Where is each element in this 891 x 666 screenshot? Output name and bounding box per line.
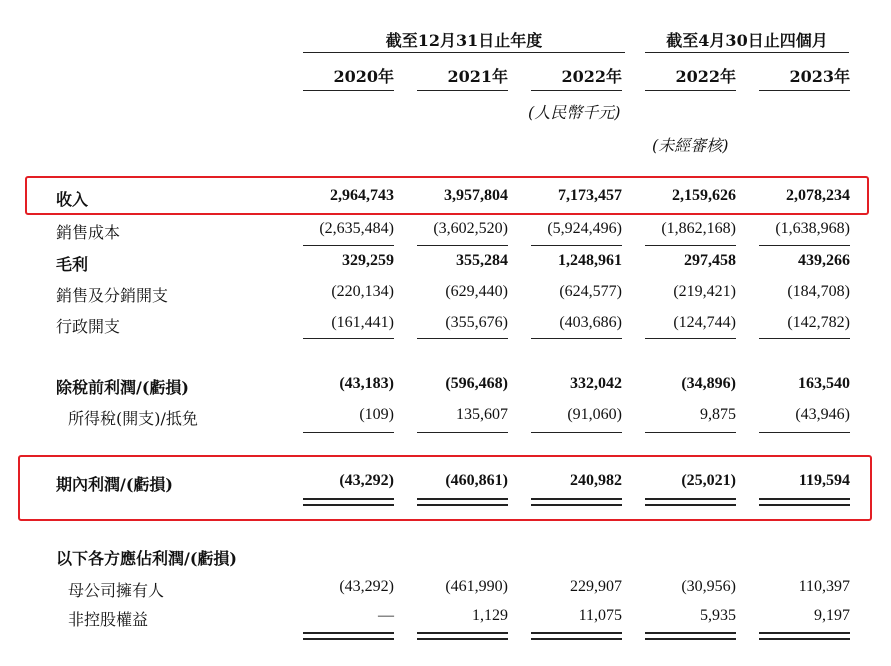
cell-admin-expenses-2021: (355,676) (445, 314, 508, 331)
subtotal-rule (303, 432, 394, 433)
cell-owners-2022: 229,907 (570, 578, 622, 595)
subtotal-rule (303, 338, 394, 339)
cell-income-tax-2020: (109) (359, 406, 394, 423)
subtotal-rule (417, 245, 508, 246)
cell-nci-2022-4m: 5,935 (700, 607, 736, 624)
cell-admin-expenses-2022: (403,686) (559, 314, 622, 331)
unit-note: (人民幣千元) (528, 103, 621, 122)
cell-profit-before-tax-2021: (596,468) (445, 375, 508, 392)
cell-nci-2022: 11,075 (578, 607, 622, 624)
cell-income-tax-2022-4m: 9,875 (700, 406, 736, 423)
year-rule (645, 90, 736, 91)
cell-admin-expenses-2020: (161,441) (331, 314, 394, 331)
row-label-profit-before-tax: 除稅前利潤/(虧損) (56, 378, 189, 397)
cell-revenue-2020: 2,964,743 (330, 187, 394, 204)
subtotal-rule (645, 432, 736, 433)
cell-owners-2023-4m: 110,397 (798, 578, 850, 595)
cell-nci-2020: — (378, 607, 394, 624)
cell-nci-2021: 1,129 (472, 607, 508, 624)
total-double-rule (645, 632, 736, 640)
cell-selling-expenses-2021: (629,440) (445, 283, 508, 300)
subtotal-rule (531, 245, 622, 246)
cell-owners-2021: (461,990) (445, 578, 508, 595)
cell-gross-profit-2020: 329,259 (342, 252, 394, 269)
cell-profit-for-period-2022: 240,982 (570, 472, 622, 489)
cell-profit-for-period-2021: (460,861) (445, 472, 508, 489)
cell-revenue-2021: 3,957,804 (444, 187, 508, 204)
year-header-2021: 2021年 (447, 67, 508, 86)
total-double-rule (417, 632, 508, 640)
cell-cost-of-sales-2022-4m: (1,862,168) (661, 220, 736, 237)
year-header-2023: 2023年 (789, 67, 850, 86)
header-group-four-months-rule (645, 52, 849, 53)
cell-revenue-2022: 7,173,457 (558, 187, 622, 204)
total-double-rule (645, 498, 736, 506)
row-label-owners-of-parent: 母公司擁有人 (68, 581, 165, 600)
row-label-cost-of-sales: 銷售成本 (56, 223, 121, 242)
total-double-rule (303, 498, 394, 506)
cell-revenue-2023-4m: 2,078,234 (786, 187, 850, 204)
cell-cost-of-sales-2023-4m: (1,638,968) (775, 220, 850, 237)
cell-gross-profit-2022: 1,248,961 (558, 252, 622, 269)
cell-gross-profit-2021: 355,284 (456, 252, 508, 269)
cell-profit-for-period-2022-4m: (25,021) (681, 472, 736, 489)
header-group-annual: 截至12月31日止年度 (385, 31, 543, 50)
cell-admin-expenses-2022-4m: (124,744) (673, 314, 736, 331)
subtotal-rule (645, 338, 736, 339)
year-rule (531, 90, 622, 91)
year-rule (759, 90, 850, 91)
cell-profit-before-tax-2022-4m: (34,896) (681, 375, 736, 392)
cell-admin-expenses-2023-4m: (142,782) (787, 314, 850, 331)
total-double-rule (531, 632, 622, 640)
subtotal-rule (417, 338, 508, 339)
cell-selling-expenses-2023-4m: (184,708) (787, 283, 850, 300)
cell-owners-2020: (43,292) (339, 578, 394, 595)
cell-cost-of-sales-2022: (5,924,496) (547, 220, 622, 237)
subtotal-rule (531, 338, 622, 339)
cell-selling-expenses-2022: (624,577) (559, 283, 622, 300)
row-label-non-controlling: 非控股權益 (68, 610, 149, 629)
cell-revenue-2022-4m: 2,159,626 (672, 187, 736, 204)
year-rule (417, 90, 508, 91)
section-label-attributable: 以下各方應佔利潤/(虧損) (56, 549, 237, 568)
cell-income-tax-2022: (91,060) (567, 406, 622, 423)
subtotal-rule (531, 432, 622, 433)
row-label-admin-expenses: 行政開支 (56, 317, 121, 336)
subtotal-rule (759, 245, 850, 246)
year-header-2020: 2020年 (333, 67, 394, 86)
year-header-2022-four-months: 2022年 (675, 67, 736, 86)
header-group-annual-rule (303, 52, 625, 53)
row-label-income-tax: 所得稅(開支)/抵免 (68, 409, 198, 428)
row-label-selling-expenses: 銷售及分銷開支 (56, 286, 169, 305)
row-label-profit-for-period: 期內利潤/(虧損) (56, 475, 173, 494)
subtotal-rule (303, 245, 394, 246)
subtotal-rule (645, 245, 736, 246)
row-label-gross-profit: 毛利 (56, 255, 89, 274)
cell-profit-for-period-2020: (43,292) (339, 472, 394, 489)
year-rule (303, 90, 394, 91)
cell-selling-expenses-2020: (220,134) (331, 283, 394, 300)
subtotal-rule (759, 432, 850, 433)
cell-cost-of-sales-2021: (3,602,520) (433, 220, 508, 237)
cell-owners-2022-4m: (30,956) (681, 578, 736, 595)
year-header-2022: 2022年 (561, 67, 622, 86)
cell-profit-before-tax-2023-4m: 163,540 (798, 375, 850, 392)
cell-cost-of-sales-2020: (2,635,484) (319, 220, 394, 237)
cell-profit-before-tax-2020: (43,183) (339, 375, 394, 392)
cell-selling-expenses-2022-4m: (219,421) (673, 283, 736, 300)
cell-income-tax-2023-4m: (43,946) (795, 406, 850, 423)
cell-nci-2023-4m: 9,197 (814, 607, 850, 624)
total-double-rule (759, 632, 850, 640)
subtotal-rule (759, 338, 850, 339)
cell-gross-profit-2023-4m: 439,266 (798, 252, 850, 269)
total-double-rule (303, 632, 394, 640)
unaudited-note: (未經審核) (652, 136, 729, 155)
cell-gross-profit-2022-4m: 297,458 (684, 252, 736, 269)
total-double-rule (759, 498, 850, 506)
total-double-rule (417, 498, 508, 506)
row-label-revenue: 收入 (56, 190, 89, 209)
subtotal-rule (417, 432, 508, 433)
cell-income-tax-2021: 135,607 (456, 406, 508, 423)
total-double-rule (531, 498, 622, 506)
cell-profit-for-period-2023-4m: 119,594 (798, 472, 850, 489)
cell-profit-before-tax-2022: 332,042 (570, 375, 622, 392)
header-group-four-months: 截至4月30日止四個月 (666, 31, 828, 50)
